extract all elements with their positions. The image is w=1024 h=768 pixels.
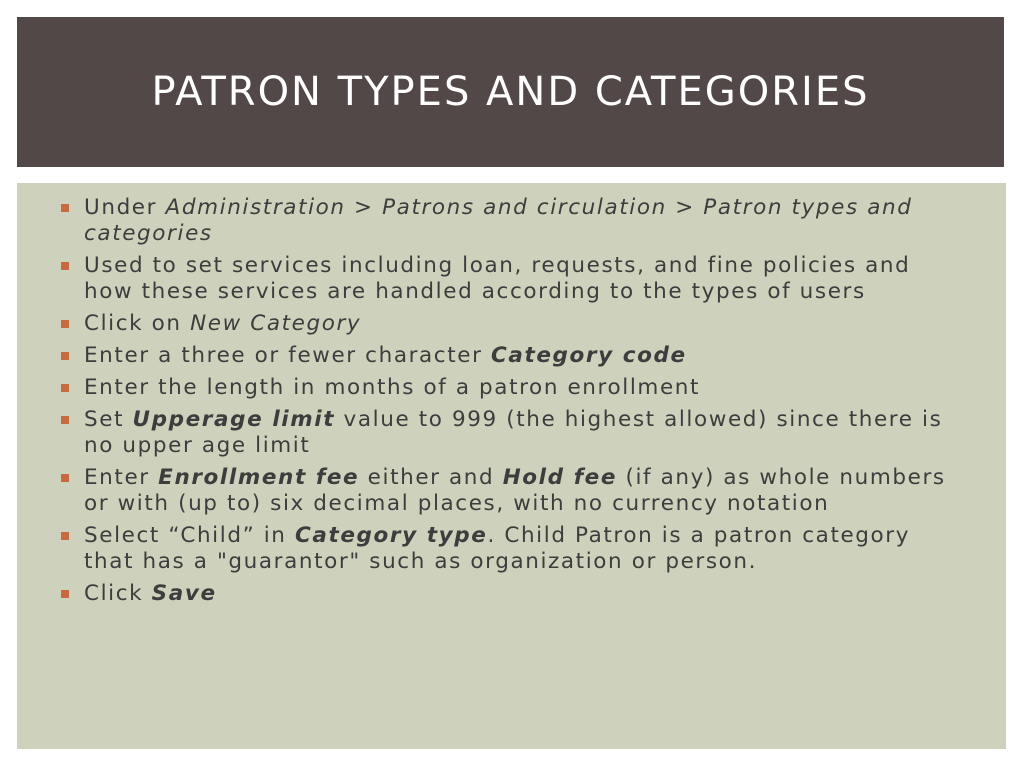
- square-bullet-icon: [61, 532, 69, 540]
- bullet-text: Category code: [490, 343, 687, 368]
- bullet-text: Enter a three or fewer character: [84, 343, 491, 368]
- title-banner: [17, 17, 1004, 167]
- bullet-list: [61, 195, 966, 607]
- bullet-text: Administration > Patrons and circulation > Patron types and categories: [84, 195, 913, 246]
- bullet-text: Enrollment fee: [158, 465, 360, 490]
- bullet-text: Enter: [84, 465, 159, 490]
- bullet-text: Upperage limit: [132, 407, 336, 432]
- bullet-item: [61, 407, 966, 459]
- square-bullet-icon: [61, 320, 69, 328]
- bullet-item: [61, 581, 966, 607]
- bullet-text: either and: [359, 465, 503, 490]
- bullet-item: [61, 465, 966, 517]
- bullet-text: (if any) as whole numbers or with (up to) six decimal places, with no currency notation: [84, 465, 946, 516]
- bullet-text: Set: [84, 407, 133, 432]
- square-bullet-icon: [61, 416, 69, 424]
- slide-title: PATRON TYPES AND CATEGORIES: [151, 69, 870, 115]
- bullet-text: Select “Child” in: [84, 523, 295, 548]
- bullet-text: Click on: [84, 311, 191, 336]
- bullet-item: [61, 253, 966, 305]
- content-panel: [17, 183, 1006, 749]
- bullet-item: [61, 375, 966, 401]
- square-bullet-icon: [61, 262, 69, 270]
- bullet-text: Save: [151, 581, 217, 606]
- square-bullet-icon: [61, 590, 69, 598]
- bullet-text: value to 999 (the highest allowed) since there is no upper age limit: [84, 407, 943, 458]
- bullet-text: Enter the length in months of a patron enrollment: [84, 375, 701, 400]
- bullet-text: Category type: [294, 523, 488, 548]
- bullet-item: [61, 523, 966, 575]
- square-bullet-icon: [61, 352, 69, 360]
- square-bullet-icon: [61, 204, 69, 212]
- bullet-text: Under: [84, 195, 166, 220]
- square-bullet-icon: [61, 474, 69, 482]
- square-bullet-icon: [61, 384, 69, 392]
- bullet-item: [61, 311, 966, 337]
- bullet-item: [61, 343, 966, 369]
- bullet-text: Used to set services including loan, requests, and fine policies and how these services are handled according to the types of users: [84, 253, 911, 304]
- bullet-text: Click: [84, 581, 152, 606]
- bullet-text: . Child Patron is a patron category that has a "guarantor" such as organization or person.: [84, 523, 911, 574]
- bullet-item: [61, 195, 966, 247]
- bullet-text: New Category: [190, 311, 362, 336]
- bullet-text: Hold fee: [502, 465, 618, 490]
